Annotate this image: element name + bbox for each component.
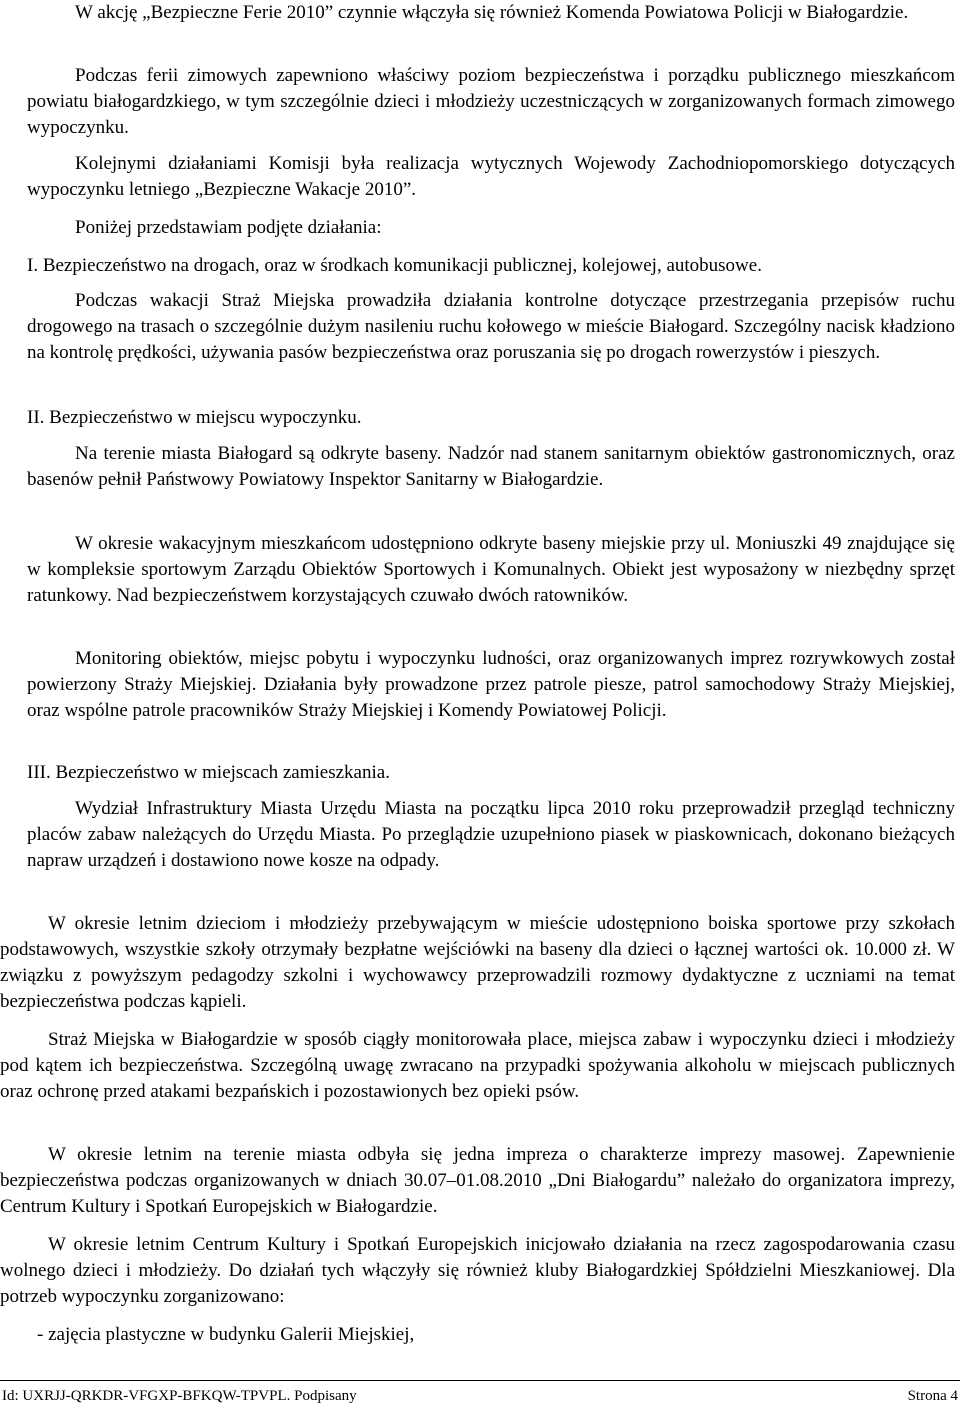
footer-divider bbox=[0, 1380, 960, 1381]
section-heading-1: I. Bezpieczeństwo na drogach, oraz w środkach komunikacji publicznej, kolejowej, autobusowe. bbox=[27, 255, 762, 276]
paragraph-place-zabaw: Wydział Infrastruktury Miasta Urzędu Miasta na początku lipca 2010 roku przeprowadził przegląd techniczny placów zabaw należących do Urzędu Miasta. Po przeglądzie uzupełniono piasek w piaskownicach, dokonano bieżących napraw urządzeń i dostawiono nowe kosze na odpady. bbox=[27, 798, 955, 871]
paragraph-baseny: Na terenie miasta Białogard są odkryte baseny. Nadzór nad stanem sanitarnym obiektów gastronomicznych, oraz basenów pełnił Państwowy Powiatowy Inspektor Sanitarny w Białogardzie. bbox=[27, 443, 955, 490]
page-number: Strona 4 bbox=[907, 1388, 958, 1404]
section-heading-3: III. Bezpieczeństwo w miejscach zamieszkania. bbox=[27, 762, 390, 783]
document-id: Id: UXRJJ-QRKDR-VFGXP-BFKQW-TPVPL. Podpisany bbox=[2, 1388, 357, 1404]
paragraph-ferie-zimowe: Podczas ferii zimowych zapewniono właściwy poziom bezpieczeństwa i porządku publicznego mieszkańcom powiatu białogardzkiego, w tym szczególnie dzieci i młodzieży uczestniczących w zorganizowanych formach zimowego wypoczynku. bbox=[27, 65, 955, 138]
paragraph-baseny-miejskie: W okresie wakacyjnym mieszkańcom udostępniono odkryte baseny miejskie przy ul. Moniuszki 49 znajdujące się w kompleksie sportowym Zarządu Obiektów Sportowych i Komunalnych. Obiekt jest wyposażony w niezbędny sprzęt ratunkowy. Nad bezpieczeństwem korzystających czuwało dwóch ratowników. bbox=[27, 533, 955, 606]
paragraph-straz-monitorowala: Straż Miejska w Białogardzie w sposób ciągły monitorowała place, miejsca zabaw i wypoczynku dzieci i młodzieży pod kątem ich bezpieczeństwa. Szczególną uwagę zwracano na przypadki spożywania alkoholu w miejscach publicznych oraz ochronę przed atakami bezpańskich i pozostawionych bez opieki psów. bbox=[0, 1029, 955, 1102]
paragraph-centrum-kultury: W okresie letnim Centrum Kultury i Spotkań Europejskich inicjowało działania na rzecz zagospodarowania czasu wolnego dzieci i młodzieży. Do działań tych włączyły się również kluby Białogardzkiej Spółdzielni Mieszkaniowej. Dla potrzeb wypoczynku zorganizowano: bbox=[0, 1234, 955, 1307]
paragraph-akcja-ferie: W akcję „Bezpieczne Ferie 2010” czynnie włączyła się również Komenda Powiatowa Policji w Białogardzie. bbox=[75, 2, 909, 23]
section-heading-2: II. Bezpieczeństwo w miejscu wypoczynku. bbox=[27, 407, 362, 428]
list-item: - zajęcia plastyczne w budynku Galerii Miejskiej, bbox=[37, 1324, 415, 1345]
paragraph-wytyczne-wojewody: Kolejnymi działaniami Komisji była realizacja wytycznych Wojewody Zachodniopomorskiego dotyczących wypoczynku letniego „Bezpieczne Wakacje 2010”. bbox=[27, 153, 955, 200]
paragraph-straz-miejska-drogi: Podczas wakacji Straż Miejska prowadziła działania kontrolne dotyczące przestrzegania przepisów ruchu drogowego na trasach o szczególnie dużym nasileniu ruchu kołowego w mieście Białogard. Szczególny nacisk kładziono na kontrolę prędkości, używania pasów bezpieczeństwa oraz poruszania się po drogach rowerzystów i pieszych. bbox=[27, 290, 955, 363]
paragraph-monitoring: Monitoring obiektów, miejsc pobytu i wypoczynku ludności, oraz organizowanych imprez rozrywkowych został powierzony Straży Miejskiej. Działania były prowadzone przez patrole piesze, patrol samochodowy Straży Miejskiej, oraz wspólne patrole pracowników Straży Miejskiej i Komendy Powiatowej Policji. bbox=[27, 648, 955, 721]
paragraph-impreza-masowa: W okresie letnim na terenie miasta odbyła się jedna impreza o charakterze imprezy masowej. Zapewnienie bezpieczeństwa podczas organizowanych w dniach 30.07–01.08.2010 „Dni Białogardu” należało do organizatora imprezy, Centrum Kultury i Spotkań Europejskich w Białogardzie. bbox=[0, 1144, 955, 1217]
paragraph-podjete-dzialania: Poniżej przedstawiam podjęte działania: bbox=[75, 217, 382, 238]
paragraph-boiska-sportowe: W okresie letnim dzieciom i młodzieży przebywającym w mieście udostępniono boiska sportowe przy szkołach podstawowych, wszystkie szkoły otrzymały bezpłatne wejściówki na baseny dla dzieci o łącznej wartości ok. 10.000 zł. W związku z powyższym pedagodzy szkolni i wychowawcy przeprowadzili rozmowy dydaktyczne z uczniami na temat bezpieczeństwa podczas kąpieli. bbox=[0, 913, 955, 1012]
